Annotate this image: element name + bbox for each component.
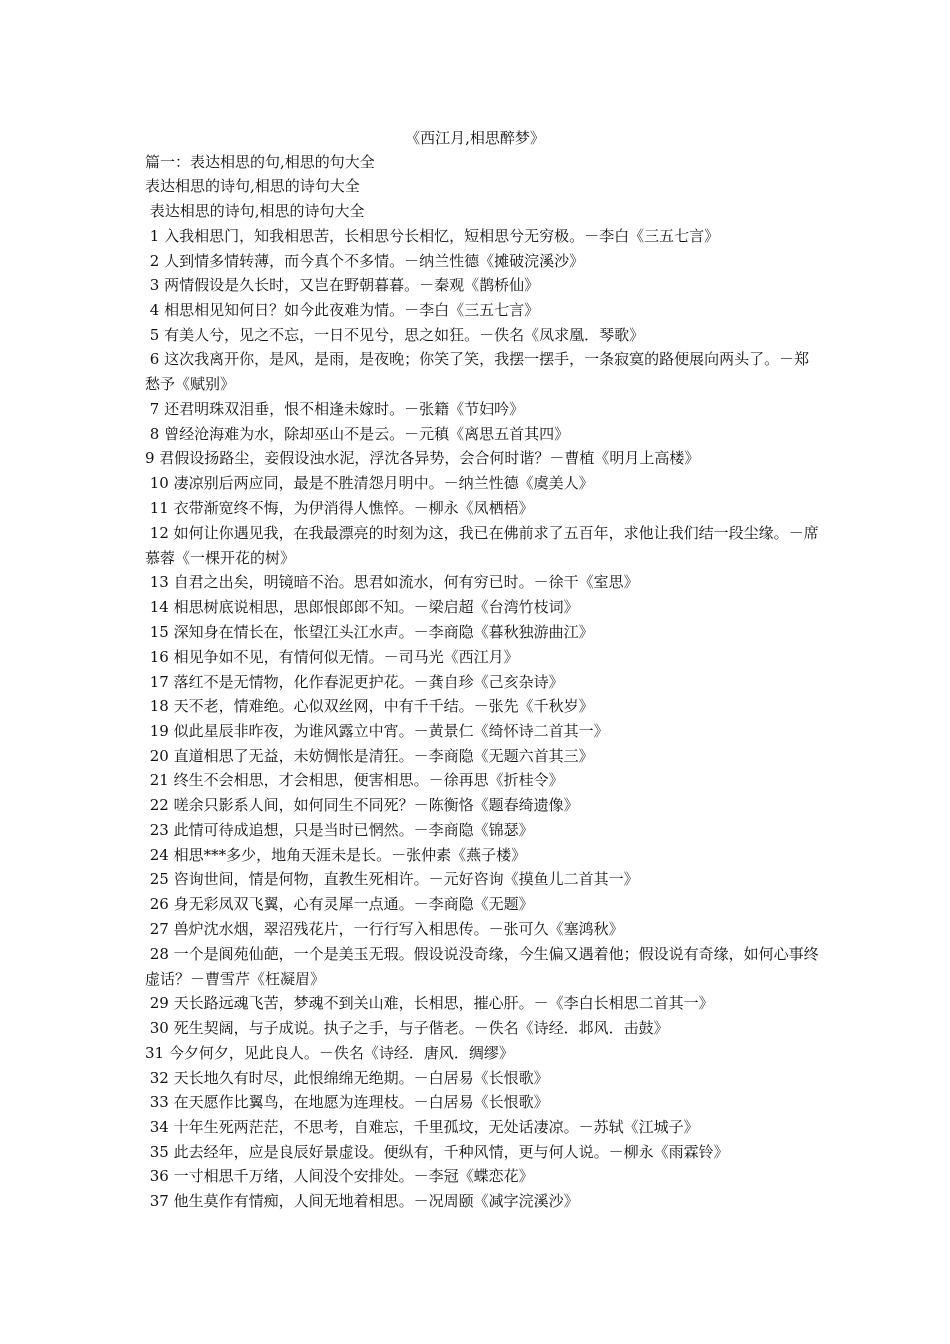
list-item: 28 一个是阆苑仙葩，一个是美玉无瑕。假设说没奇缘，今生偏又遇着他；假设说有奇缘，如何心事终虚话？－曹雪芹《枉凝眉》 (145, 945, 819, 988)
list-item: 32 天长地久有时尽，此恨绵绵无绝期。－白居易《长恨歌》 (145, 1069, 549, 1087)
list-item: 4 相思相见知何日？如今此夜难为情。－李白《三五七言》 (145, 301, 540, 319)
list-item: 34 十年生死两茫茫，不思考，自难忘，千里孤坟，无处话凄凉。－苏轼《江城子》 (145, 1118, 699, 1136)
list-item: 7 还君明珠双泪垂，恨不相逢未嫁时。－张籍《节妇吟》 (145, 400, 525, 418)
list-item: 9 君假设扬路尘，妾假设浊水泥，浮沈各异势，会合何时谐？－曹植《明月上高楼》 (145, 449, 700, 467)
list-item: 16 相见争如不见，有情何似无情。－司马光《西江月》 (145, 648, 519, 666)
list-item: 1 入我相思门，知我相思苦，长相思兮长相忆，短相思兮无穷极。－李白《三五七言》 (145, 227, 720, 245)
list-item: 29 天长路远魂飞苦，梦魂不到关山难，长相思，摧心肝。－《李白长相思二首其一》 (145, 994, 714, 1012)
list-item: 19 似此星辰非昨夜，为谁风露立中宵。－黄景仁《绮怀诗二首其一》 (145, 722, 609, 740)
list-item: 12 如何让你遇见我，在我最漂亮的时刻为这，我已在佛前求了五百年，求他让我们结一段尘缘。－席慕蓉《一棵开花的树》 (145, 524, 819, 567)
list-item: 10 凄凉别后两应同，最是不胜清怨月明中。－纳兰性德《虞美人》 (145, 474, 594, 492)
list-item: 31 今夕何夕，见此良人。－佚名《诗经．唐风．绸缪》 (145, 1044, 514, 1062)
list-item: 18 天不老，情难绝。心似双丝网，中有千千结。－张先《千秋岁》 (145, 697, 594, 715)
list-item: 8 曾经沧海难为水，除却巫山不是云。－元稹《离思五首其四》 (145, 425, 570, 443)
list-item: 13 自君之出矣，明镜暗不治。思君如流水，何有穷已时。－徐干《室思》 (145, 573, 639, 591)
list-item: 37 他生莫作有情痴，人间无地着相思。－况周颐《减字浣溪沙》 (145, 1192, 579, 1210)
list-item: 26 身无彩凤双飞翼，心有灵犀一点通。－李商隐《无题》 (145, 895, 534, 913)
list-item: 3 两情假设是久长时，又岂在野朝暮暮。－秦观《鹊桥仙》 (145, 276, 540, 294)
list-item: 27 兽炉沈水烟，翠沼残花片，一行行写入相思传。－张可久《塞鸿秋》 (145, 920, 624, 938)
list-item: 11 衣带渐宽终不悔，为伊消得人憔悴。－柳永《凤栖梧》 (145, 499, 534, 517)
list-item: 17 落红不是无情物，化作春泥更护花。－龚自珍《己亥杂诗》 (145, 673, 564, 691)
list-item: 6 这次我离开你，是风，是雨，是夜晚；你笑了笑，我摆一摆手，一条寂寞的路便展向两头了。－郑愁予《赋别》 (145, 350, 810, 393)
list-item: 15 深知身在情长在，怅望江头江水声。－李商隐《暮秋独游曲江》 (145, 623, 594, 641)
document-title: 《西江月,相思醉梦》 (405, 129, 545, 147)
list-item: 22 嗟余只影系人间，如何同生不同死？－陈衡恪《题春绮遗像》 (145, 796, 579, 814)
list-item: 21 终生不会相思，才会相思，便害相思。－徐再思《折桂令》 (145, 771, 564, 789)
list-item: 33 在天愿作比翼鸟，在地愿为连理枝。－白居易《长恨歌》 (145, 1093, 549, 1111)
list-item: 23 此情可待成追想，只是当时已惘然。－李商隐《锦瑟》 (145, 821, 534, 839)
list-item: 2 人到情多情转薄，而今真个不多情。－纳兰性德《摊破浣溪沙》 (145, 252, 585, 270)
list-item: 20 直道相思了无益，未妨惆怅是清狂。－李商隐《无题六首其三》 (145, 747, 594, 765)
list-item: 35 此去经年，应是良辰好景虚设。便纵有，千种风情，更与何人说。－柳永《雨霖铃》 (145, 1143, 729, 1161)
list-item: 24 相思***多少，地角天涯未是长。－张仲素《燕子楼》 (145, 846, 527, 864)
heading-2: 表达相思的诗句,相思的诗句大全 (145, 177, 360, 195)
list-item: 5 有美人兮，见之不忘，一日不见兮，思之如狂。－佚名《凤求凰．琴歌》 (145, 326, 645, 344)
list-item: 30 死生契阔，与子成说。执子之手，与子偕老。－佚名《诗经．邶风．击鼓》 (145, 1019, 669, 1037)
list-item: 14 相思树底说相思，思郎恨郎郎不知。－梁启超《台湾竹枝词》 (145, 598, 579, 616)
list-item: 36 一寸相思千万绪，人间没个安排处。－李冠《蝶恋花》 (145, 1167, 534, 1185)
heading-1: 篇一：表达相思的句,相思的句大全 (145, 153, 375, 171)
list-item: 25 咨询世间，情是何物，直教生死相许。－元好咨询《摸鱼儿二首其一》 (145, 870, 639, 888)
heading-3: 表达相思的诗句,相思的诗句大全 (145, 202, 365, 220)
